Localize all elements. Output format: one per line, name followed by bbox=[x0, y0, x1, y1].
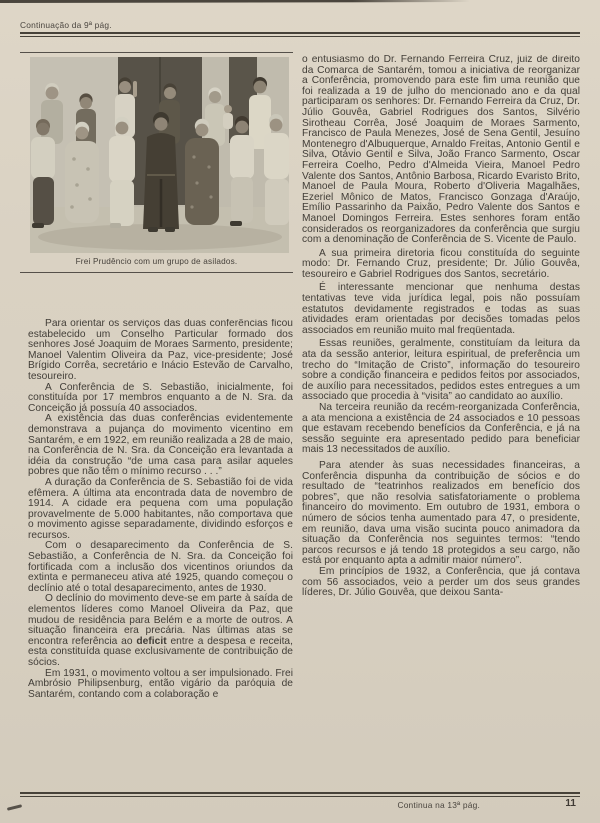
scan-edge-line bbox=[0, 0, 470, 3]
paragraph: A sua primeira diretoria ficou constituída do seguinte modo: Dr. Fernando Cruz, presidente; Dr. Júlio Gouvêa, tesoureiro e Gabriel Rodrigues dos Santos, secretário. bbox=[302, 247, 580, 280]
paragraph: A duração da Conferência de S. Sebastião foi de vida efêmera. A última ata encontrada data de novembro de 1914. A cidade era pequena com uma população provavelmente de 5.000 habitantes, não comportava que o movimento agisse separadamente, dividindo esforços e recursos. bbox=[28, 476, 293, 541]
paragraph: Com o desaparecimento da Conferência de S. Sebastião, a Conferência de N. Sra. da Conceição foi fortificada com a inclusão dos vicentinos oriundos da extinta e permaneceu ativa até 1925, quando começou o declínio até o total desaparecimento, antes de 1930. bbox=[28, 540, 293, 594]
paragraph: É interessante mencionar que nenhuma destas tentativas teve vida jurídica legal, pois não possuíam estatutos devidamente registrados e todas as suas atividades eram orientadas por decisões tomadas pelos associados em reunião muito mal freqüentada. bbox=[302, 282, 580, 336]
paragraph: Essas reuniões, geralmente, constituíam da leitura da ata da sessão anterior, leitura espiritual, de preferência um trecho do “Imitação de Cristo”, informação do tesoureiro sobre a condição financeira e pedidos feitos por associados, de auxílio para necessitados, pedidos estes entregues a um associado que procedia à “visita” ao candidato ao auxílio. bbox=[302, 338, 580, 403]
continuation-from-note: Continuação da 9ª pág. bbox=[20, 20, 112, 30]
paragraph: A existência das duas conferências evidentemente demonstrava a pujança do movimento vicentino em Santarém, e em 1922, em reunião realizada a 28 de maio, na Conferência de N. Sra. da Conceição era levantada a idéia da construção “de uma casa para asilar aqueles pobres que não têm o mínimo recurso . . .” bbox=[28, 413, 293, 478]
group-photo bbox=[30, 57, 289, 253]
paragraph: A Conferência de S. Sebastião, inicialmente, foi constituída por 17 membros enquanto a de N. Sra. da Conceição já possuía 40 associados. bbox=[28, 381, 293, 414]
photo-bottom-rule bbox=[20, 272, 293, 273]
footer-rule bbox=[20, 792, 580, 797]
photo-caption: Frei Prudêncio com um grupo de asilados. bbox=[75, 257, 238, 266]
header-rule bbox=[20, 32, 580, 37]
group-photo-illustration bbox=[30, 57, 289, 253]
right-column bbox=[302, 55, 580, 781]
paragraph: Em princípios de 1932, a Conferência, que já contava com 56 associados, veio a perder um dos seus grandes líderes, Dr. Júlio Gouvêa, que deixou Santa- bbox=[302, 565, 580, 599]
continuation-to-note: Continua na 13ª pág. bbox=[397, 800, 480, 810]
page-number: 11 bbox=[565, 798, 576, 809]
paragraph: Na terceira reunião da recém-reorganizada Conferência, a ata menciona a existência de 24 associados e 10 pessoas que estavam recebendo benefícios da Conferência, e já na sessão seguinte era apresentado pedido para beneficiar mais 13 necessitados de auxílio. bbox=[302, 402, 580, 456]
ink-smudge bbox=[7, 804, 22, 811]
paragraph-text: entre a despesa e receita, esta constituída quase exclusivamente de contribuição de sócios. bbox=[28, 635, 293, 668]
paragraph bbox=[28, 594, 293, 668]
paragraph: Em 1931, o movimento voltou a ser impulsionado. Frei Ambrósio Philipsenburg, então vigário da paróquia de Santarém, contando com a colaboração e bbox=[28, 667, 293, 700]
paragraph: Para orientar os serviços das duas conferências ficou estabelecido um Conselho Particular formado dos senhores José Joaquim de Moraes Sarmento, presidente; Manoel Valentim Oliveira da Paz, vice-presidente; José Brígido Corrêa, secretário e Inácio Estevão de Carvalho, tesoureiro. bbox=[28, 319, 293, 382]
deficit-bold-word: deficit bbox=[136, 635, 167, 647]
left-column bbox=[28, 319, 293, 781]
paragraph-text: O declínio do movimento deve-se em parte à saída de elementos líderes como Manoel Oliveira da Paz, que mudou de residência para Belém e a morte de outros. A situação financeira era precária. Nas últimas atas se encontra referência ao bbox=[28, 593, 293, 647]
photo-top-rule bbox=[20, 52, 293, 53]
paragraph: Para atender às suas necessidades financeiras, a Conferência dispunha da contribuição de sócios e do resultado de “teatrinhos realizados em benefício dos pobres”, que não resolvia satisfatoriamente o problema financeiro do movimento. Em outubro de 1931, embora o número de sócios tenha aumentado para 47, o presidente, em reunião, dava uma visão sucinta pouco animadora da situação da Conferência nos seguintes termos: “tendo parcos recursos e já tendo 18 protegidos a seu cargo, não está por enquanto apta a admitir maior número”. bbox=[302, 459, 580, 567]
paragraph: o entusiasmo do Dr. Fernando Ferreira Cruz, juiz de direito da Comarca de Santarém, tomou a iniciativa de reorganizar a Conferência, promovendo para este fim uma reunião que foi realizada a 19 de julho do mencionado ano e da qual participaram os senhores: Dr. Fernando Ferreira da Cruz, Dr. Júlio Gouvêa, Gabriel Rodrigues dos Santos, Silvério Sirotheau Corrêa, José Joaquim de Moraes Sarmento, Francisco de Paula Menezes, José de Sena Gentil, Jesuíno Montenegro d'Albuquerque, Arnaldo Freitas, Antonio Gentil e Silva, Otávio Gentil e Silva, João Franco Sarmento, Oscar Ferreira Coelho, Pedro d'Almeida Vieira, Manoel Pedro Valente dos Santos, Antônio Barbosa, Ricardo Evaristo Brito, Manoel de Paula Moura, Roberto d'Oliveria Magalhães, Ezeriel Mônico de Matos, Francisco Gonzaga d'Araújo, Emílio Passarinho da Paixão, Pedro Valente dos Santos e Manoel Domingos Ferreira. Estes senhores foram então considerados os reorganizadores da conferência que surgiu com a denominação de Conferência de S. Vicente de Paulo. bbox=[302, 55, 580, 246]
